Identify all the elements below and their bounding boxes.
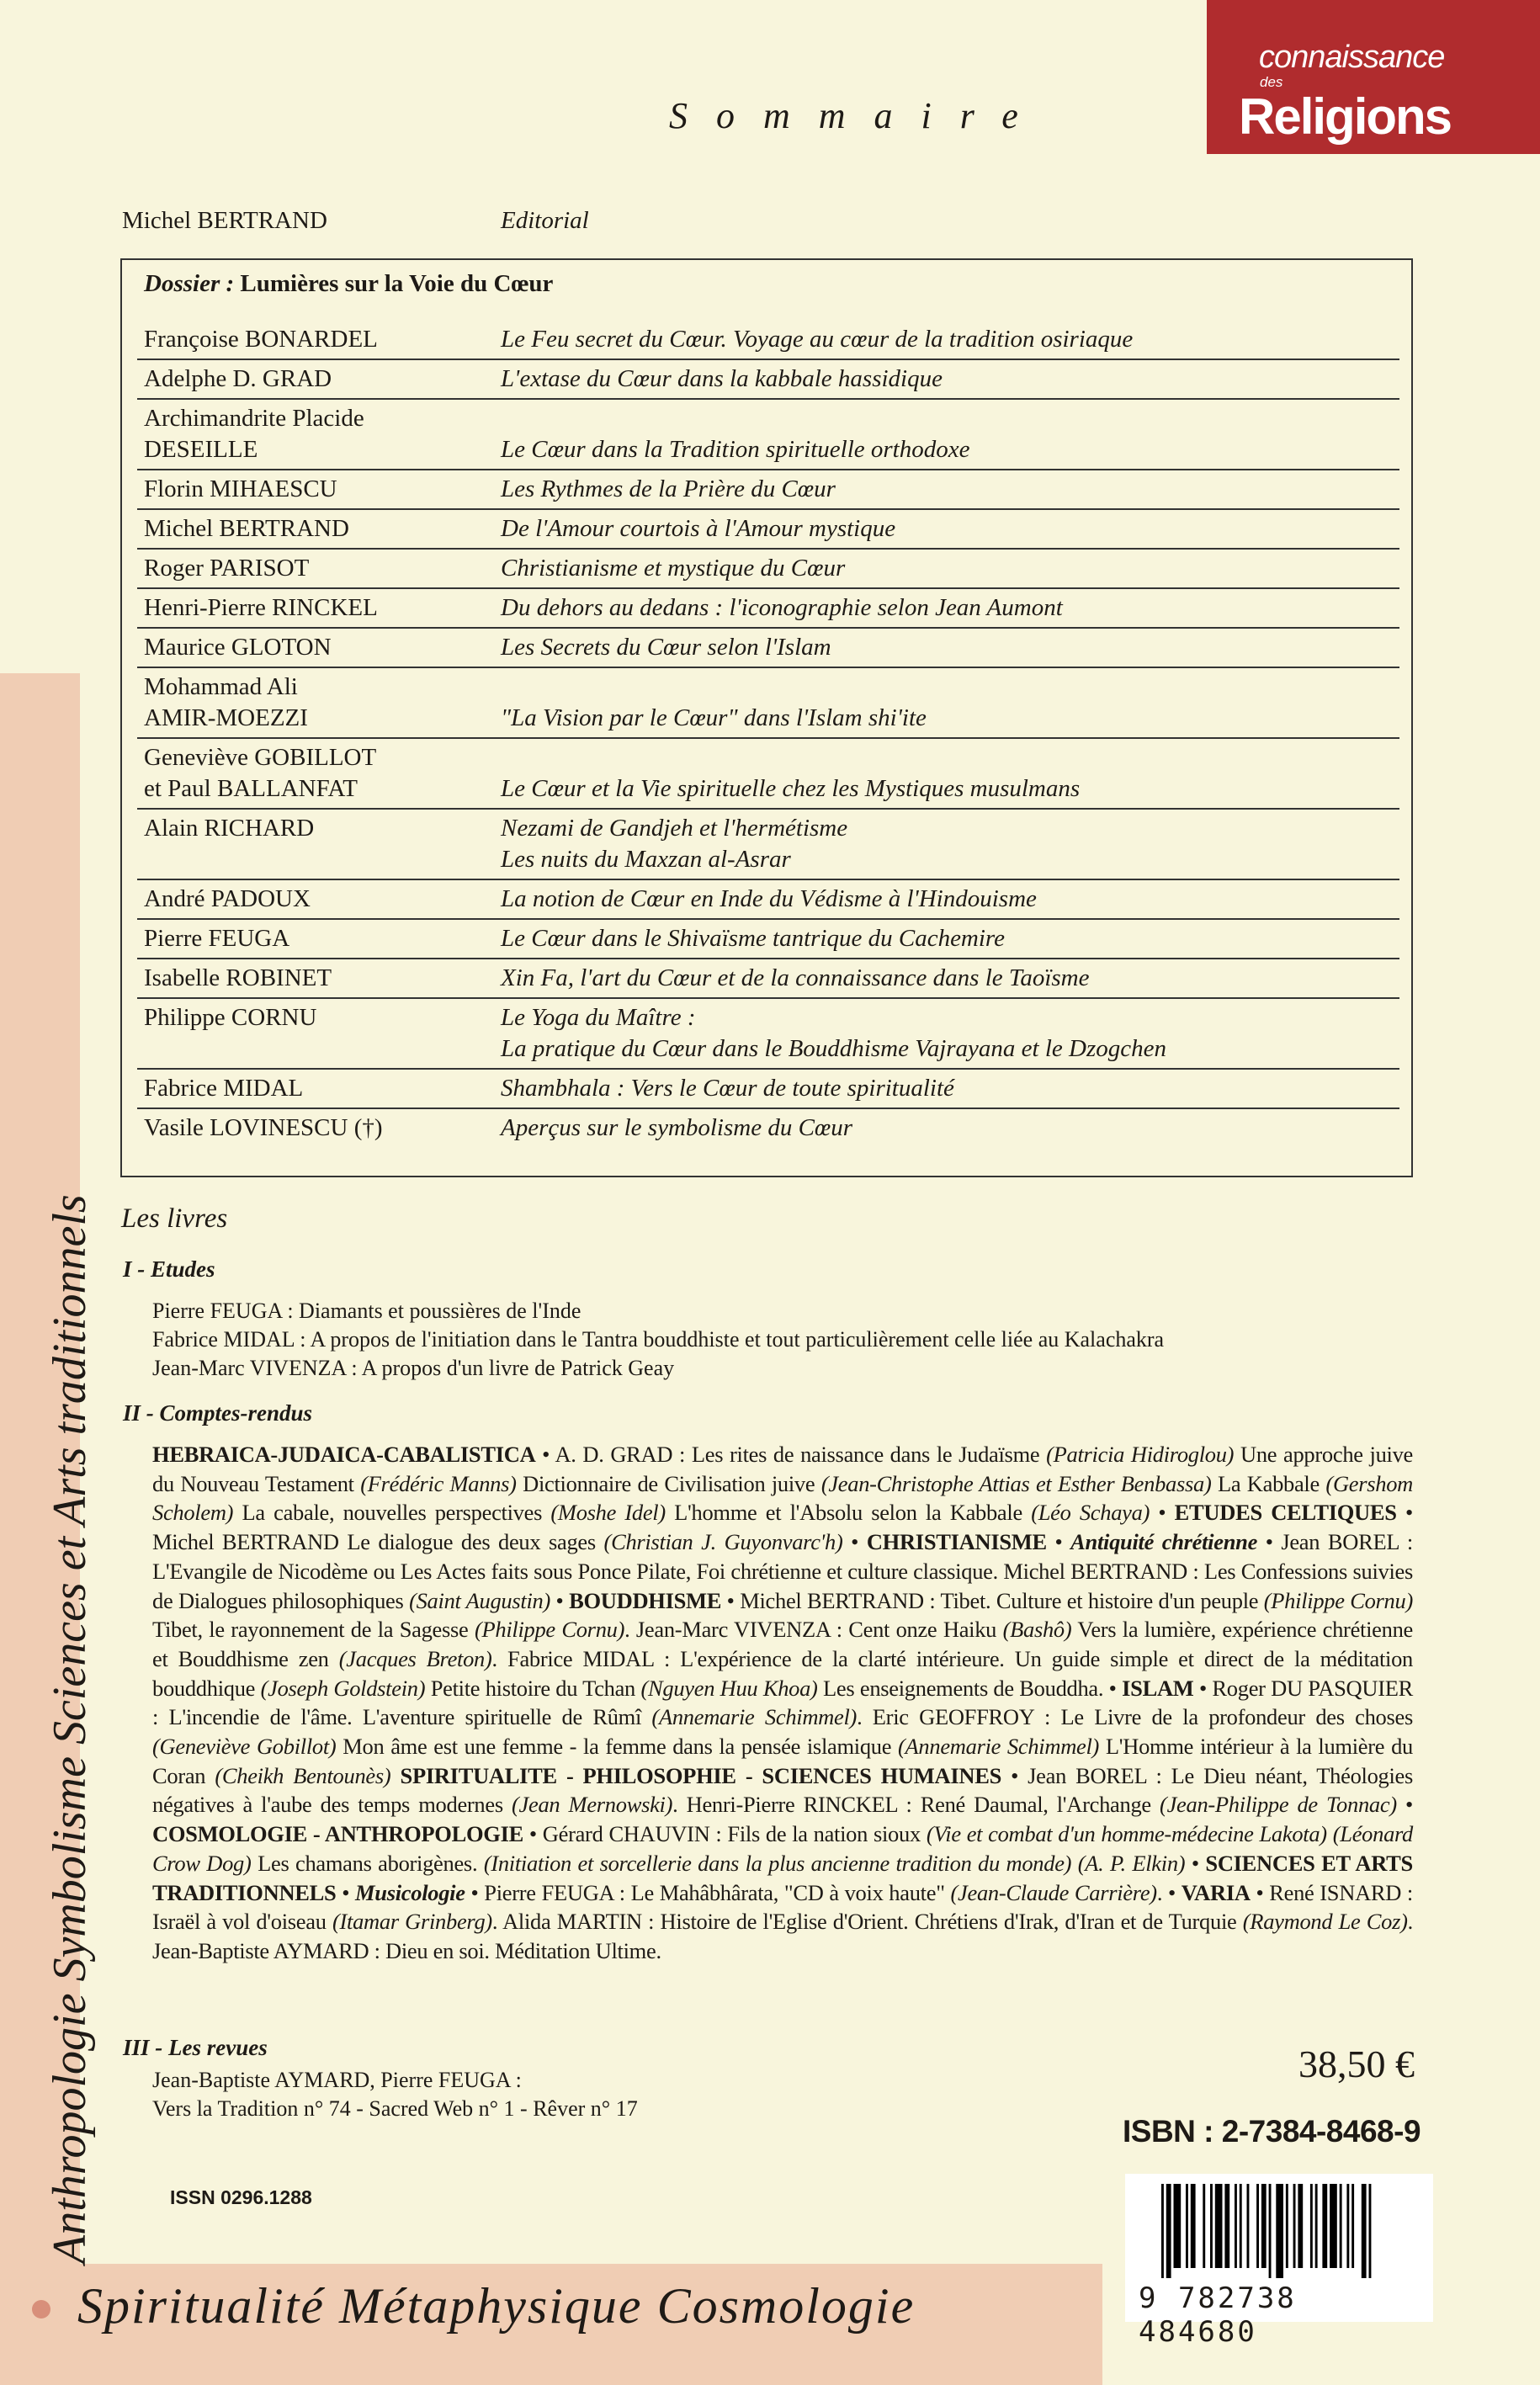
book-author: (Nguyen Huu Khoa)	[640, 1675, 818, 1701]
category-label: VARIA	[1181, 1879, 1251, 1905]
price: 38,50 €	[1298, 2042, 1415, 2085]
dossier-author	[137, 592, 501, 624]
author-line: et Paul BALLANFAT	[144, 775, 358, 802]
dossier-author	[137, 884, 501, 915]
title-line: De l'Amour courtois à l'Amour mystique	[501, 515, 896, 542]
review-text: •	[842, 1529, 867, 1555]
dossier-row	[137, 321, 1399, 360]
review-text: •	[550, 1587, 570, 1613]
title-line: Nezami de Gandjeh et l'hermétisme	[501, 815, 848, 842]
dossier-author	[137, 324, 501, 355]
dossier-article-title	[501, 1073, 954, 1104]
title-line: Shambhala : Vers le Cœur de toute spiritualité	[501, 1075, 954, 1102]
book-author: (Christian J. Guyonvarc'h)	[603, 1529, 843, 1555]
category-label: ISLAM	[1122, 1675, 1194, 1701]
review-text: Une approche juive du Nouveau Testament	[152, 1442, 1413, 1496]
book-author: (Patricia Hidiroglou)	[1046, 1442, 1235, 1467]
author-line: DESEILLE	[144, 436, 258, 463]
page-title: Sommaire	[669, 95, 1047, 136]
author-line: Mohammad Ali	[144, 673, 298, 700]
title-line: Le Cœur et la Vie spirituelle chez les Mystiques musulmans	[501, 775, 1081, 802]
title-line: Xin Fa, l'art du Cœur et de la connaissance dans le Taoïsme	[501, 964, 1090, 991]
logo-line-3: Religions	[1239, 88, 1452, 145]
title-line: Du dehors au dedans : l'iconographie selon Jean Aumont	[501, 594, 1063, 621]
title-line: La pratique du Cœur dans le Bouddhisme Vajrayana et le Dzogchen	[501, 1035, 1167, 1062]
dossier-row	[137, 360, 1399, 400]
dossier-row	[137, 810, 1399, 880]
review-text: Les chamans aborigènes.	[251, 1850, 484, 1876]
author-line: Pierre FEUGA	[144, 925, 290, 952]
editorial-title: Editorial	[501, 207, 589, 234]
dossier-row	[137, 999, 1399, 1070]
author-line: Adelphe D. GRAD	[144, 365, 332, 392]
review-text: • René ISNARD : Israël à vol d'oiseau	[152, 1879, 1413, 1935]
title-line: "La Vision par le Cœur" dans l'Islam shi'ite	[501, 704, 927, 731]
barcode-bar	[1161, 2184, 1164, 2278]
bottom-band-text: Spiritualité Métaphysique Cosmologie	[77, 2278, 916, 2334]
comptes-rendus-paragraph	[152, 1440, 1413, 1966]
barcode	[1125, 2174, 1433, 2349]
dossier-article-title	[501, 364, 943, 395]
author-line: Fabrice MIDAL	[144, 1075, 304, 1102]
review-text: L'homme et l'Absolu selon la Kabbale	[665, 1500, 1032, 1526]
dossier-table	[137, 321, 1399, 1147]
dossier-article-title	[501, 324, 1133, 355]
dossier-author	[137, 474, 501, 505]
dossier-author	[137, 632, 501, 663]
dossier-article-title	[501, 813, 847, 875]
author-line: André PADOUX	[144, 885, 311, 912]
barcode-bar	[1256, 2184, 1259, 2268]
author-line: Françoise BONARDEL	[144, 326, 378, 353]
book-author: (Bashô)	[1002, 1617, 1072, 1643]
review-text: • Jean BOREL : Le Dieu néant, Théologies négatives à l'aube des temps modernes	[152, 1762, 1414, 1818]
barcode-bar	[1247, 2184, 1250, 2268]
dossier-author	[137, 963, 501, 994]
review-text: Petite histoire du Tchan	[425, 1675, 641, 1701]
barcode-bar	[1203, 2184, 1205, 2268]
barcode-bar	[1310, 2184, 1313, 2268]
dossier-author	[137, 1073, 501, 1104]
comptes-rendus-heading: II - Comptes-rendus	[123, 1400, 313, 1426]
book-author: (Léo Schaya)	[1031, 1500, 1150, 1526]
dossier-article-title	[501, 513, 895, 544]
barcode-bar	[1269, 2184, 1272, 2278]
barcode-bar	[1346, 2184, 1349, 2268]
dossier-author	[137, 672, 501, 734]
barcode-bar	[1340, 2184, 1342, 2268]
book-author: (Raymond Le Coz)	[1242, 1909, 1408, 1935]
etude-item: Pierre FEUGA : Diamants et poussières de l'Inde	[152, 1299, 581, 1323]
barcode-bar	[1322, 2184, 1327, 2268]
barcode-bar	[1330, 2184, 1337, 2268]
barcode-bar	[1186, 2184, 1188, 2268]
author-line: Alain RICHARD	[144, 815, 315, 842]
barcode-bar	[1166, 2184, 1171, 2278]
dossier-author	[137, 403, 501, 465]
barcode-bar	[1210, 2184, 1213, 2268]
editorial-author: Michel BERTRAND	[122, 207, 327, 234]
review-text: . Henri-Pierre RINCKEL : René Daumal, l'Archange	[672, 1792, 1160, 1818]
barcode-bar	[1276, 2184, 1283, 2278]
review-text: La Kabbale	[1211, 1470, 1326, 1496]
title-line: Le Cœur dans le Shivaïsme tantrique du Cachemire	[501, 925, 1006, 952]
barcode-bars-icon	[1161, 2184, 1414, 2278]
dossier-row	[137, 880, 1399, 920]
review-text: . Eric GEOFFROY : Le Livre de la profondeur des choses	[857, 1704, 1413, 1730]
review-text: • Roger DU PASQUIER : L'incendie de l'âme. L'aventure spirituelle de Rûmî	[152, 1675, 1414, 1730]
review-text: Tibet, le rayonnement de la Sagesse	[152, 1617, 475, 1643]
category-label: SPIRITUALITE - PHILOSOPHIE - SCIENCES HUMAINES	[400, 1762, 1002, 1788]
book-author: (Jean-Claude Carrière)	[950, 1879, 1157, 1905]
title-line: Le Feu secret du Cœur. Voyage au cœur de la tradition osiriaque	[501, 326, 1134, 353]
isbn: ISBN : 2-7384-8468-9	[1123, 2114, 1421, 2149]
dossier-article-title	[501, 1002, 1166, 1065]
dossier-article-title	[501, 923, 1005, 954]
barcode-bar	[1351, 2184, 1354, 2268]
logo-line-2: des	[1260, 74, 1283, 90]
book-author: (Saint Augustin)	[409, 1587, 550, 1613]
category-label: SCIENCES ET ARTS TRADITIONNELS	[152, 1850, 1413, 1905]
author-line: AMIR-MOEZZI	[144, 704, 308, 731]
review-text: Dictionnaire de Civilisation juive	[516, 1470, 821, 1496]
book-author: (Philippe Cornu)	[474, 1617, 625, 1643]
etudes-heading: I - Etudes	[123, 1256, 215, 1282]
dossier-row	[137, 510, 1399, 550]
etude-item: Fabrice MIDAL : A propos de l'initiation dans le Tantra bouddhiste et tout particulièrement celle liée au Kalachakra	[152, 1327, 1165, 1352]
book-author: (Annemarie Schimmel)	[898, 1734, 1100, 1760]
category-label: BOUDDHISME	[569, 1587, 722, 1613]
revues-heading: III - Les revues	[123, 2035, 268, 2060]
author-line: Vasile LOVINESCU (†)	[144, 1114, 383, 1141]
dossier-row	[137, 629, 1399, 668]
barcode-bar	[1235, 2184, 1237, 2268]
title-line: Les Rythmes de la Prière du Cœur	[501, 475, 836, 502]
dossier-article-title	[501, 672, 927, 734]
book-author: (Cheikh Bentounès)	[215, 1762, 391, 1788]
dossier-article-title	[501, 553, 845, 584]
review-text: Vers la lumière, expérience chrétienne et Bouddhisme zen	[152, 1617, 1413, 1671]
review-text: •	[336, 1879, 356, 1905]
dossier-article-title	[501, 884, 1037, 915]
books-heading: Les livres	[121, 1203, 228, 1234]
issn: ISSN 0296.1288	[170, 2186, 312, 2208]
dossier-article-title	[501, 474, 836, 505]
book-author: (Annemarie Schimmel)	[651, 1704, 858, 1730]
author-line: Michel BERTRAND	[144, 515, 349, 542]
title-line: Les Secrets du Cœur selon l'Islam	[501, 634, 831, 661]
subcategory-label: Antiquité chrétienne	[1070, 1529, 1258, 1555]
review-text: •	[1150, 1500, 1175, 1526]
barcode-bar	[1369, 2184, 1372, 2278]
book-author: (Geneviève Gobillot)	[152, 1734, 337, 1760]
book-author: (Moshe Idel)	[550, 1500, 666, 1526]
dossier-title: Lumières sur la Voie du Cœur	[240, 270, 554, 297]
barcode-number: 9 782738 484680	[1139, 2281, 1297, 2349]
subcategory-label: Musicologie	[355, 1879, 465, 1905]
review-text: . Alida MARTIN : Histoire de l'Eglise d'Orient. Chrétiens d'Irak, d'Iran et de Turquie	[491, 1909, 1243, 1935]
review-text: . Jean-Baptiste AYMARD : Dieu en soi. Méditation Ultime.	[152, 1909, 1413, 1963]
book-author: (Jean Mernowski)	[512, 1792, 673, 1818]
book-author: (Vie et combat d'un homme-médecine Lakota) (Léonard Crow Dog)	[152, 1821, 1413, 1876]
review-text: . Jean-Marc VIVENZA : Cent onze Haiku	[624, 1617, 1003, 1643]
title-line: La notion de Cœur en Inde du Védisme à l'Hindouisme	[501, 885, 1037, 912]
review-text: • Michel BERTRAND : Tibet. Culture et histoire d'un peuple	[721, 1587, 1264, 1613]
title-line: Les nuits du Maxzan al-Asrar	[501, 846, 791, 873]
barcode-bar	[1298, 2184, 1303, 2268]
dossier-author	[137, 813, 501, 875]
dossier-article-title	[501, 403, 970, 465]
author-line: Geneviève GOBILLOT	[144, 744, 377, 771]
review-text: •	[1185, 1850, 1206, 1876]
barcode-bar	[1240, 2184, 1242, 2268]
review-text: . Fabrice MIDAL : L'expérience de la clarté intérieure. Un guide simple et direct de la méditation bouddhique	[152, 1645, 1414, 1701]
etude-item: Jean-Marc VIVENZA : A propos d'un livre de Patrick Geay	[152, 1356, 675, 1380]
review-text: La cabale, nouvelles perspectives	[233, 1500, 551, 1526]
author-line: Maurice GLOTON	[144, 634, 332, 661]
dossier-article-title	[501, 592, 1063, 624]
dossier-author	[137, 1113, 501, 1144]
barcode-bar	[1362, 2184, 1367, 2278]
author-line: Isabelle ROBINET	[144, 964, 332, 991]
dossier-article-title	[501, 742, 1080, 805]
barcode-bar	[1174, 2184, 1182, 2268]
dossier-author	[137, 513, 501, 544]
title-line: Le Cœur dans la Tradition spirituelle orthodoxe	[501, 436, 970, 463]
review-text: L'Homme intérieur à la lumière du Coran	[152, 1734, 1413, 1788]
book-author: (Jean-Philippe de Tonnac)	[1160, 1792, 1397, 1818]
barcode-bar	[1261, 2184, 1267, 2268]
title-line: Christianisme et mystique du Cœur	[501, 555, 846, 582]
dossier-label: Dossier :	[144, 270, 235, 297]
review-text: • Gérard CHAUVIN : Fils de la nation sioux	[523, 1821, 927, 1847]
review-text: • Jean BOREL : L'Evangile de Nicodème ou Les Actes faits sous Ponce Pilate, Foi chrétienne et culture classique. Michel BERTRAND : Les Confessions suivies de Dialogues philosophiques	[152, 1529, 1413, 1613]
book-author: (Initiation et sorcellerie dans la plus ancienne tradition du monde) (A. P. Elkin)	[483, 1850, 1186, 1876]
review-text: •	[1396, 1792, 1413, 1818]
review-text: • A. D. GRAD : Les rites de naissance dans le Judaïsme	[535, 1442, 1047, 1467]
author-line: Florin MIHAESCU	[144, 475, 337, 502]
review-text: • Michel BERTRAND Le dialogue des deux sages	[152, 1500, 1413, 1555]
dossier-row	[137, 739, 1399, 810]
barcode-bar	[1315, 2184, 1318, 2268]
review-text	[390, 1763, 400, 1788]
book-author: (Philippe Cornu)	[1263, 1587, 1413, 1613]
book-author: (Itamar Grinberg)	[332, 1909, 492, 1935]
dossier-row	[137, 589, 1399, 629]
category-label: HEBRAICA-JUDAICA-CABALISTICA	[152, 1442, 536, 1467]
barcode-bar	[1224, 2184, 1229, 2268]
publisher-logo	[1207, 0, 1540, 154]
dossier-author	[137, 553, 501, 584]
dossier-box	[120, 258, 1413, 1177]
dossier-row	[137, 920, 1399, 959]
dossier-author	[137, 1002, 501, 1065]
title-line: Le Yoga du Maître :	[501, 1004, 696, 1031]
book-author: (Joseph Goldstein)	[260, 1675, 426, 1701]
barcode-bar	[1293, 2184, 1296, 2268]
review-text: •	[1046, 1529, 1071, 1555]
dossier-author	[137, 923, 501, 954]
dossier-row	[137, 1070, 1399, 1109]
author-line: Archimandrite Placide	[144, 405, 364, 432]
dossier-row	[137, 400, 1399, 470]
review-text: . •	[1156, 1879, 1182, 1905]
barcode-bar	[1191, 2184, 1196, 2268]
book-author: (Gershom Scholem)	[152, 1470, 1414, 1526]
book-author: (Jean-Christophe Attias et Esther Benbassa)	[820, 1470, 1212, 1496]
dossier-author	[137, 364, 501, 395]
dossier-article-title	[501, 963, 1090, 994]
bullet-dot-icon	[32, 2300, 50, 2319]
dossier-article-title	[501, 1113, 852, 1144]
dossier-row	[137, 959, 1399, 999]
barcode-bar	[1286, 2184, 1288, 2268]
book-author: (Jacques Breton)	[338, 1645, 492, 1671]
side-band-text: Anthropologie Symbolisme Sciences et Arts traditionnels	[44, 1194, 96, 2264]
logo-line-1: connaissance	[1259, 40, 1445, 75]
revue-item: Jean-Baptiste AYMARD, Pierre FEUGA :	[152, 2068, 522, 2092]
dossier-row	[137, 550, 1399, 589]
category-label: COSMOLOGIE - ANTHROPOLOGIE	[152, 1821, 523, 1847]
dossier-row	[137, 1109, 1399, 1147]
author-line: Roger PARISOT	[144, 555, 310, 582]
dossier-row	[137, 668, 1399, 739]
title-line: L'extase du Cœur dans la kabbale hassidique	[501, 365, 943, 392]
dossier-article-title	[501, 632, 831, 663]
revue-item: Vers la Tradition n° 74 - Sacred Web n° 1 - Rêver n° 17	[152, 2096, 638, 2121]
author-line: Henri-Pierre RINCKEL	[144, 594, 378, 621]
category-label: ETUDES CELTIQUES	[1174, 1500, 1397, 1526]
barcode-bar	[1215, 2184, 1223, 2268]
book-author: (Frédéric Manns)	[360, 1470, 517, 1496]
dossier-heading	[144, 270, 553, 298]
review-text: Mon âme est une femme - la femme dans la pensée islamique	[336, 1734, 899, 1760]
title-line: Aperçus sur le symbolisme du Cœur	[501, 1114, 853, 1141]
author-line: Philippe CORNU	[144, 1004, 317, 1031]
review-text: Les enseignements de Bouddha. •	[817, 1675, 1123, 1701]
dossier-row	[137, 470, 1399, 510]
review-text: • Pierre FEUGA : Le Mahâbhârata, "CD à voix haute"	[465, 1879, 951, 1905]
category-label: CHRISTIANISME	[866, 1529, 1047, 1555]
dossier-author	[137, 742, 501, 805]
